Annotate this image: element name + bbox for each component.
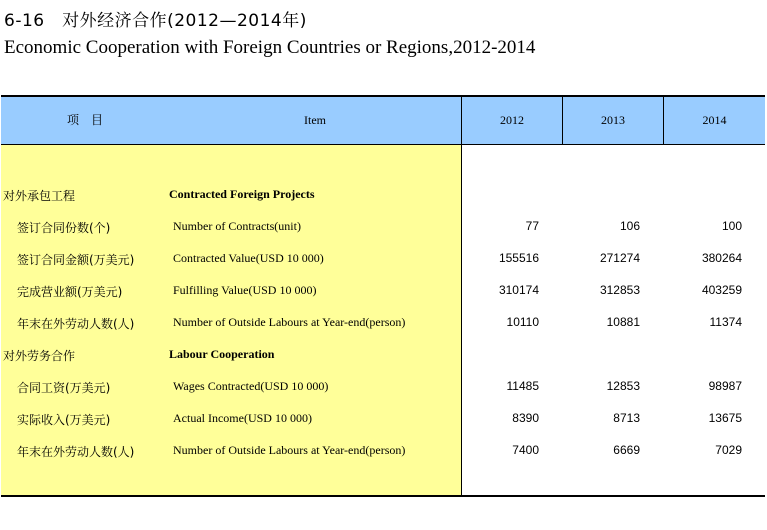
row-label-english: Number of Outside Labours at Year-end(person): [173, 315, 406, 329]
cell-value-2014: 13675: [708, 411, 742, 425]
section-row: [1, 347, 765, 367]
cell-value-2014: 403259: [701, 283, 742, 297]
row-label-english: Contracted Value(USD 10 000): [173, 251, 324, 265]
row-label-chinese: 完成营业额(万美元): [17, 285, 123, 299]
row-label-chinese: 实际收入(万美元): [17, 413, 111, 427]
cell-value-2012: 310174: [498, 283, 539, 297]
cell-value-2013: 10881: [606, 315, 640, 329]
table-row: [1, 219, 765, 239]
cell-value-2012: 155516: [498, 251, 539, 265]
cell-value-2013: 106: [619, 219, 640, 233]
page-title-english: Economic Cooperation with Foreign Countries or Regions,2012-2014: [4, 37, 536, 58]
table-row: [1, 379, 765, 399]
cell-value-2012: 8390: [512, 411, 539, 425]
table-row: [1, 443, 765, 463]
row-label-english: Labour Cooperation: [169, 347, 275, 361]
header-item-chinese: 项 目: [66, 113, 103, 127]
cell-value-2012: 77: [525, 219, 539, 233]
header-year-2012: 2012: [500, 113, 524, 127]
row-label-english: Contracted Foreign Projects: [169, 187, 315, 201]
header-year-2013: 2013: [601, 113, 625, 127]
table-row: [1, 283, 765, 303]
row-label-chinese: 签订合同金额(万美元): [17, 253, 135, 267]
table-row: [1, 251, 765, 271]
row-label-chinese: 合同工资(万美元): [17, 381, 111, 395]
row-label-english: Actual Income(USD 10 000): [173, 411, 312, 425]
cell-value-2014: 98987: [708, 379, 742, 393]
header-year-2014: 2014: [702, 113, 727, 127]
row-label-english: Number of Contracts(unit): [173, 219, 301, 233]
cell-value-2014: 7029: [715, 443, 742, 457]
table-row: [1, 315, 765, 335]
cell-value-2014: 380264: [701, 251, 742, 265]
cell-value-2014: 11374: [709, 315, 742, 329]
row-label-english: Fulfilling Value(USD 10 000): [173, 283, 317, 297]
row-label-english: Wages Contracted(USD 10 000): [173, 379, 329, 393]
table-header: [1, 95, 765, 145]
header-divider: [562, 95, 563, 144]
cell-value-2014: 100: [721, 219, 742, 233]
table-row: [1, 411, 765, 431]
header-item-english: Item: [304, 113, 326, 127]
table-bottom-border: [1, 495, 765, 497]
cell-value-2012: 10110: [506, 315, 539, 329]
cell-value-2013: 312853: [599, 283, 640, 297]
row-label-chinese: 签订合同份数(个): [17, 221, 111, 235]
row-label-chinese: 年末在外劳动人数(人): [17, 445, 135, 459]
cell-value-2013: 12853: [606, 379, 640, 393]
page-title-chinese: 6-16 对外经济合作(2012—2014年): [4, 11, 307, 31]
cell-value-2013: 8713: [613, 411, 640, 425]
cell-value-2012: 11485: [506, 379, 539, 393]
cell-value-2013: 271274: [599, 251, 640, 265]
cell-value-2012: 7400: [512, 443, 539, 457]
header-divider: [663, 95, 664, 144]
row-label-chinese: 对外承包工程: [3, 189, 76, 203]
section-row: [1, 187, 765, 207]
row-label-chinese: 对外劳务合作: [3, 349, 76, 363]
row-label-english: Number of Outside Labours at Year-end(person): [173, 443, 406, 457]
row-label-chinese: 年末在外劳动人数(人): [17, 317, 135, 331]
cell-value-2013: 6669: [613, 443, 640, 457]
